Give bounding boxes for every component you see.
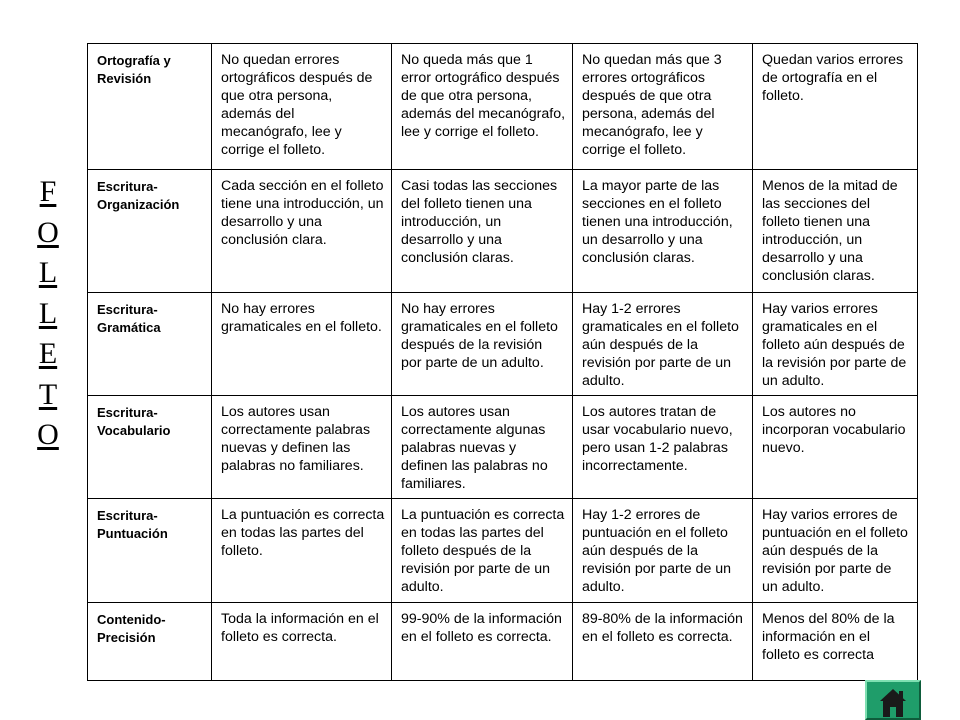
table-row: [88, 396, 918, 499]
level-cell: Hay varios errores gramaticales en el folleto aún después de la revisión por parte de un adulto.: [753, 293, 918, 396]
side-title-letter: E: [38, 337, 58, 370]
level-cell: La mayor parte de las secciones en el folleto tienen una introducción, un desarrollo y una conclusión claras.: [573, 170, 753, 293]
table-row: [88, 293, 918, 396]
criterion-cell: Escritura- Puntuación: [88, 499, 212, 603]
criterion-cell: Escritura- Organización: [88, 170, 212, 293]
level-cell: Los autores tratan de usar vocabulario nuevo, pero usan 1-2 palabras incorrectamente.: [573, 396, 753, 499]
level-cell: No queda más que 1 error ortográfico después de que otra persona, además del mecanógrafo, lee y corrige el folleto.: [392, 44, 573, 170]
level-cell: Cada sección en el folleto tiene una introducción, un desarrollo y una conclusión clara.: [212, 170, 392, 293]
level-cell: Menos del 80% de la información en el folleto es correcta: [753, 603, 918, 681]
side-title-letter: T: [38, 377, 58, 411]
side-title-letter: F: [39, 175, 57, 208]
level-cell: La puntuación es correcta en todas las partes del folleto después de la revisión por parte de un adulto.: [392, 499, 573, 603]
side-title-letter: L: [38, 256, 58, 289]
table-row: [88, 603, 918, 681]
home-button[interactable]: [865, 680, 921, 720]
side-title-letter: O: [37, 215, 59, 249]
level-cell: Hay 1-2 errores gramaticales en el folleto aún después de la revisión por parte de un adulto.: [573, 293, 753, 396]
level-cell: No quedan errores ortográficos después de que otra persona, además del mecanógrafo, lee y corrige el folleto.: [212, 44, 392, 170]
level-cell: Hay varios errores de puntuación en el folleto aún después de la revisión por parte de un adulto.: [753, 499, 918, 603]
level-cell: Hay 1-2 errores de puntuación en el folleto aún después de la revisión por parte de un adulto.: [573, 499, 753, 603]
level-cell: Quedan varios errores de ortografía en el folleto.: [753, 44, 918, 170]
level-cell: Los autores no incorporan vocabulario nuevo.: [753, 396, 918, 499]
level-cell: Menos de la mitad de las secciones del folleto tienen una introducción, un desarrollo y una conclusión claras.: [753, 170, 918, 293]
level-cell: La puntuación es correcta en todas las partes del folleto.: [212, 499, 392, 603]
level-cell: 99-90% de la información en el folleto es correcta.: [392, 603, 573, 681]
level-cell: Toda la información en el folleto es correcta.: [212, 603, 392, 681]
side-title-letter: L: [38, 296, 58, 330]
side-title: [28, 172, 68, 456]
criterion-cell: Escritura- Gramática: [88, 293, 212, 396]
criterion-cell: Contenido- Precisión: [88, 603, 212, 681]
level-cell: No hay errores gramaticales en el folleto después de la revisión por parte de un adulto.: [392, 293, 573, 396]
level-cell: Casi todas las secciones del folleto tienen una introducción, un desarrollo y una conclusión claras.: [392, 170, 573, 293]
table-row: [88, 499, 918, 603]
side-title-letter: O: [37, 418, 59, 451]
table-row: [88, 44, 918, 170]
table-row: [88, 170, 918, 293]
rubric-table: [87, 43, 918, 681]
level-cell: No hay errores gramaticales en el folleto.: [212, 293, 392, 396]
criterion-cell: Escritura- Vocabulario: [88, 396, 212, 499]
level-cell: Los autores usan correctamente palabras nuevas y definen las palabras no familiares.: [212, 396, 392, 499]
level-cell: 89-80% de la información en el folleto es correcta.: [573, 603, 753, 681]
criterion-cell: Ortografía y Revisión: [88, 44, 212, 170]
home-icon: [879, 688, 907, 718]
level-cell: Los autores usan correctamente algunas palabras nuevas y definen las palabras no familiares.: [392, 396, 573, 499]
level-cell: No quedan más que 3 errores ortográficos después de que otra persona, además del mecanógrafo, lee y corrige el folleto.: [573, 44, 753, 170]
